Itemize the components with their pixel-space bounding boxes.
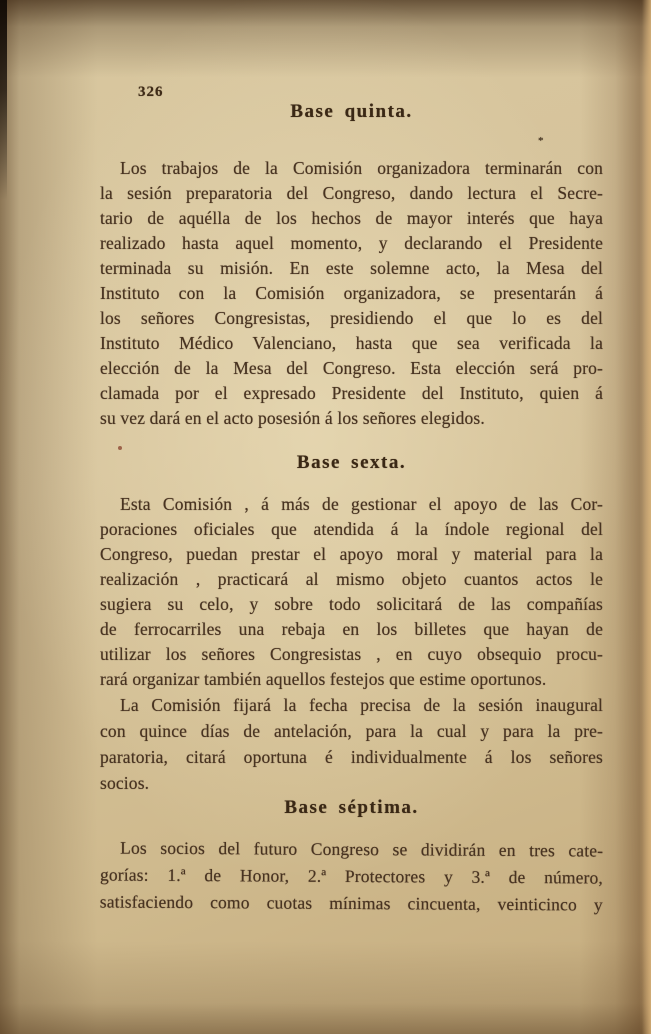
paragraph	[100, 156, 603, 431]
text-line: realizado hasta aquel momento, y declarando el Presidente	[100, 233, 603, 253]
text-line: La Comisión fijará la fecha precisa de la sesión inaugural	[120, 695, 603, 715]
text-line: de ferrocarriles una rebaja en los billetes que hayan de	[100, 619, 603, 639]
text-line: socios.	[100, 773, 150, 793]
text-line: clamada por el expresado Presidente del Instituto, quien á	[100, 383, 603, 403]
text-line: con quince días de antelación, para la cual y para la pre-	[100, 721, 603, 741]
page-edge-highlight	[642, 0, 651, 1034]
text-line: Esta Comisión , á más de gestionar el apoyo de las Cor-	[120, 494, 603, 514]
text-line: Los trabajos de la Comisión organizadora terminarán con	[120, 158, 603, 178]
paragraph	[100, 492, 603, 692]
text-line: Instituto con la Comisión organizadora, se presentarán á	[100, 283, 603, 303]
paragraph	[100, 692, 603, 796]
text-line: tario de aquélla de los hechos de mayor interés que haya	[100, 208, 603, 228]
page-number: 326	[138, 84, 164, 100]
text-line: terminada su misión. En este solemne acto, la Mesa del	[100, 258, 603, 278]
text-line: poraciones oficiales que atendida á la índole regional del	[100, 519, 603, 539]
text-line: la sesión preparatoria del Congreso, dando lectura el Secre-	[100, 183, 603, 203]
paragraph	[100, 834, 603, 918]
section-heading-base-quinta: Base quinta.	[290, 101, 413, 122]
page-edge-shadow	[0, 0, 7, 200]
text-line: Congreso, puedan prestar el apoyo moral y material para la	[100, 544, 603, 564]
footnote-asterisk: *	[538, 135, 544, 147]
text-line: paratoria, citará oportuna é individualmente á los señores	[100, 747, 603, 767]
text-line: sugiera su celo, y sobre todo solicitará de las compañías	[100, 594, 603, 614]
text-line: Instituto Médico Valenciano, hasta que sea verificada la	[100, 333, 603, 353]
text-line: realización , practicará al mismo objeto cuantos actos le	[100, 569, 603, 589]
text-line: utilizar los señores Congresistas , en cuyo obsequio procu-	[100, 644, 603, 664]
text-line: rará organizar también aquellos festejos que estime oportunos.	[100, 669, 547, 689]
text-line: elección de la Mesa del Congreso. Esta elección será pro-	[100, 358, 603, 378]
page-content	[100, 80, 603, 917]
section-heading-base-septima: Base séptima.	[284, 797, 419, 818]
section-heading-base-sexta: Base sexta.	[296, 452, 407, 473]
text-line: satisfaciendo como cuotas mínimas cincuenta, veinticinco y	[99, 891, 603, 915]
text-line: Los socios del futuro Congreso se dividirán en tres cate-	[120, 837, 604, 861]
text-line: los señores Congresistas, presidiendo el que lo es del	[100, 308, 603, 328]
text-line: gorías: 1.ª de Honor, 2.ª Protectores y 3.ª de número,	[99, 864, 604, 888]
text-line: su vez dará en el acto posesión á los señores elegidos.	[100, 408, 485, 428]
